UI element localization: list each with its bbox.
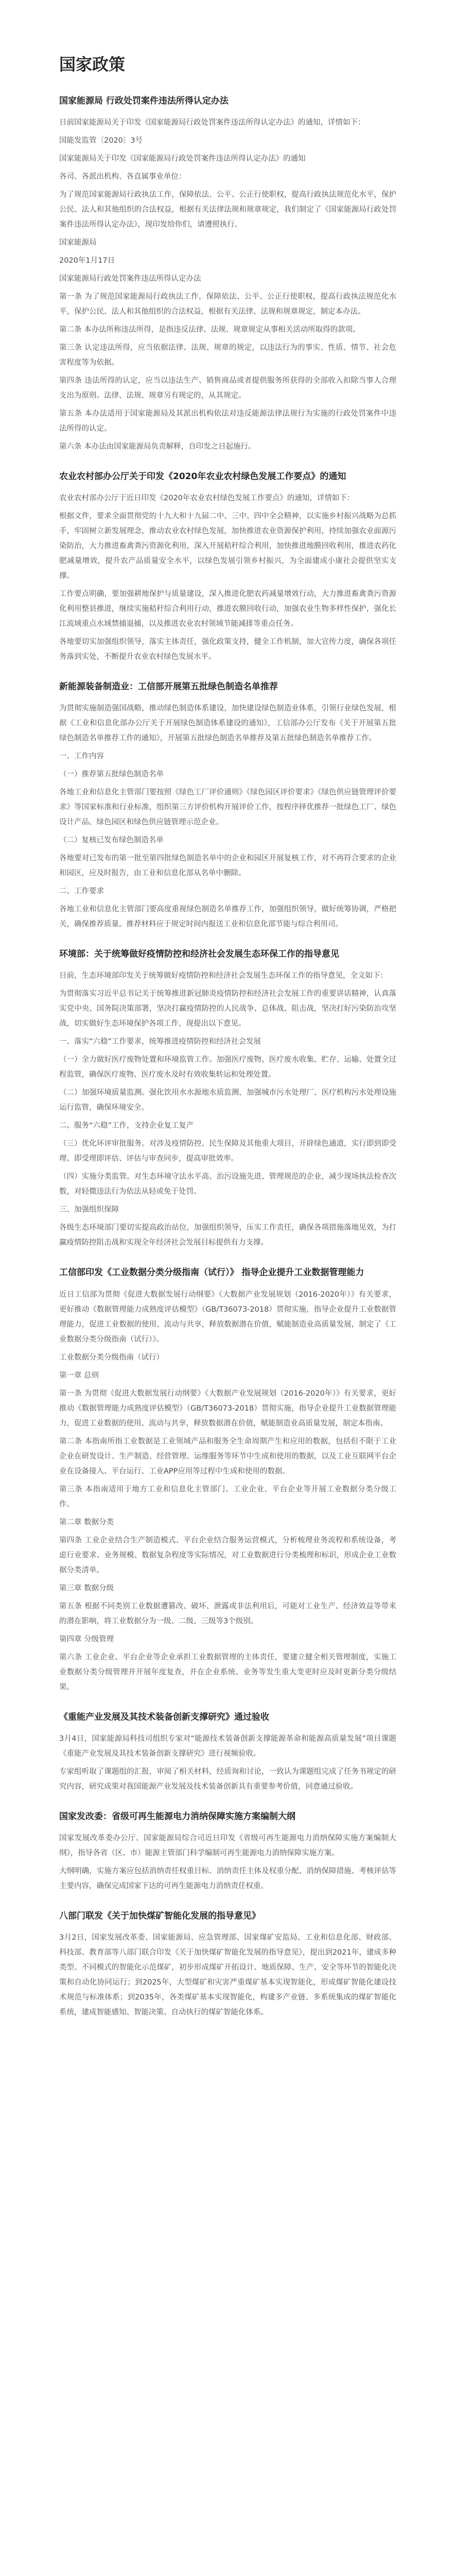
- section-paragraph: 第二章 数据分类: [59, 1518, 114, 1527]
- section-paragraph: 各地工业和信息化主管部门要按照《绿色工厂评价通则》《绿色园区评价要求》《绿色供应链管理评价要求》等国家标准和行业标准，组织第三方评价机构开展评价工作，按程序择优推荐一批绿色工厂、绿色设计产品、绿色园区和绿色供应链管理示范企业。: [59, 788, 396, 827]
- section-title: 农业农村部办公厅关于印发《2020年农业农村绿色发展工作要点》的通知: [59, 471, 346, 482]
- section-paragraph: 大纲明确，实施方案应包括消纳责任权重目标、消纳责任主体及权重分配、消纳保障措施、考核评估等主要内容，确保完成国家下达的可再生能源电力消纳责任权重。: [59, 1867, 396, 1890]
- policy-section: [59, 947, 396, 1250]
- section-paragraph: 国家能源局: [59, 238, 97, 247]
- section-paragraph: 第四条 违法所得的认定，应当以违法生产、销售商品或者提供服务所获得的全部收入扣除当事人合理支出为原则。法律、法规、规章另有规定的，从其规定。: [59, 376, 396, 400]
- section-paragraph: 二、工作要求: [59, 887, 104, 896]
- policy-section: [59, 1909, 396, 2020]
- section-paragraph: 第一章 总则: [59, 1371, 99, 1380]
- section-paragraph: 第四章 分级管理: [59, 1635, 114, 1643]
- section-paragraph: 根据文件，要求全面贯彻党的十九大和十九届二中、三中、四中全会精神，以实施乡村振兴战略为总抓手，牢固树立新发展理念，推动农业农村绿色发展，加快推进农业资源保护利用，持续加强农业面源污染防治，大力推进畜禽粪污资源化利用，深入开展秸秆综合利用，加快推进地膜回收利用，推进农药化肥减量增效，提升农产品质量安全水平，以绿色发展引领乡村振兴，为全面建成小康社会提供坚实支撑。: [59, 512, 396, 580]
- section-paragraph: 近日工信部为贯彻《促进大数据发展行动纲要》《大数据产业发展规划（2016-2020年）》有关要求，更好推动《数据管理能力成熟度评估模型》（GB/T36073-2018）贯彻实施，指导企业提升工业数据管理能力，促进工业数据的使用、流动与共享，释放数据潜在价值，赋能制造业高质量发展，制定了《工业数据分类分级指南（试行）》。: [59, 1290, 396, 1344]
- section-title: 国家能源局 行政处罚案件违法所得认定办法: [59, 95, 229, 106]
- section-paragraph: 各地要对已发布的第一批至第四批绿色制造名单中的企业和园区开展复核工作，对不再符合要求的企业和园区，应及时报告，由工业和信息化部从名单中删除。: [59, 854, 396, 878]
- section-paragraph: 第二条 本指南所指工业数据是工业领域产品和服务全生命周期产生和应用的数据，包括但不限于工业企业在研发设计、生产制造、经营管理、运维服务等环节中生成和使用的数据，以及工业互联网平台企业在设备接入、平台运行、工业APP应用等过程中生成和使用的数据。: [59, 1437, 396, 1476]
- section-paragraph: 一、工作内容: [59, 752, 104, 761]
- section-paragraph: 各地要切实加强组织领导，落实主体责任，强化政策支持，健全工作机制，加大宣传力度，确保各项任务落到实处，不断提升农业农村绿色发展水平。: [59, 637, 396, 661]
- section-paragraph: （三）优化环评审批服务。对涉及疫情防控、民生保障及其他重大项目，开辟绿色通道，实行即到即受理、即受理即评估、评估与审查同步，提高审批效率。: [59, 1140, 396, 1163]
- section-paragraph: 一、落实“六稳”工作要求，统筹推进疫情防控和经济社会发展: [59, 1038, 261, 1046]
- policy-section: [59, 1710, 396, 1794]
- page-title: 国家政策: [59, 55, 126, 74]
- section-paragraph: 三、加强组织保障: [59, 1206, 119, 1214]
- section-title: 工信部印发《工业数据分类分级指南（试行）》 指导企业提升工业数据管理能力: [59, 1267, 364, 1278]
- section-paragraph: 各司、各派出机构、各直属事业单位：: [59, 172, 186, 181]
- section-paragraph: （二）复核已发布绿色制造名单: [59, 836, 164, 845]
- section-paragraph: 农业农村部办公厅于近日印发《2020年农业农村绿色发展工作要点》的通知，详情如下：: [59, 494, 355, 502]
- policy-section: [59, 1266, 396, 1694]
- section-paragraph: 日前国家能源局关于印发《国家能源局行政处罚案件违法所得认定办法》的通知，详情如下：: [59, 118, 365, 127]
- section-title: 八部门联发《关于加快煤矿智能化发展的指导意见》: [59, 1910, 260, 1921]
- section-title: 《重能产业发展及其技术装备创新支撑研究》通过验收: [59, 1711, 269, 1722]
- section-paragraph: 各地工业和信息化主管部门要高度重视绿色制造名单推荐工作，加强组织领导，做好统筹协调，严格把关，确保推荐质量。推荐材料应于规定时间内报送工业和信息化部节能与综合利用司。: [59, 905, 396, 929]
- policy-section: [59, 680, 396, 932]
- article-content: [59, 54, 396, 2036]
- section-paragraph: 专家组听取了课题组的汇报，审阅了相关材料，经质询和讨论，一致认为课题组完成了任务书规定的研究内容，研究成果对我国能源产业发展及技术装备创新具有重要参考价值，同意通过验收。: [59, 1767, 396, 1791]
- section-paragraph: 3月4日，国家能源局科技司组织专家对“能源技术装备创新支撑能源革命和能源高质量发展”项目课题《重能产业发展及其技术装备创新支撑研究》进行视频验收。: [59, 1734, 396, 1758]
- policy-section: [59, 1810, 396, 1894]
- section-paragraph: 工业数据分类分级指南（试行）: [59, 1353, 164, 1362]
- section-paragraph: 2020年1月17日: [59, 256, 115, 265]
- section-paragraph: （一）推荐第五批绿色制造名单: [59, 770, 164, 779]
- section-paragraph: 工作要点明确，要加强耕地保护与质量建设，深入推进化肥农药减量增效行动，大力推进畜禽粪污资源化利用整县推进，继续实施秸秆综合利用行动，推进农膜回收行动，加强农业生物多样性保护，强化长江流域重点水域禁捕退捕，以及推进农业农村领域节能减排等重点任务。: [59, 589, 396, 628]
- section-paragraph: 为贯彻落实习近平总书记关于统筹推进新冠肺炎疫情防控和经济社会发展工作的重要讲话精神，认真落实党中央、国务院决策部署，坚决打赢疫情防控的人民战争、总体战、阻击战，坚决打好污染防治攻坚战，切实做好生态环境保护各项工作，现提出以下意见。: [59, 990, 396, 1028]
- section-paragraph: 为贯彻实施制造强国战略，推动绿色制造体系建设，加快建设绿色制造业体系，引领行业绿色发展，根据《工业和信息化部办公厅关于开展绿色制造体系建设的通知》，工信部办公厅发布《关于开展第五批绿色制造名单推荐工作的通知》，开展第五批绿色制造名单推荐及第五批绿色制造名单推荐工作。: [59, 704, 396, 743]
- section-paragraph: 第六条 工业企业、平台企业等企业承担工业数据管理的主体责任，要建立健全相关管理制度，实施工业数据分类分级管理并开展年度复查，并在企业系统、业务等发生重大变更时应及时更新分类分级结果。: [59, 1653, 396, 1691]
- section-paragraph: 第一条 为了规范国家能源局行政执法工作，保障依法、公平、公正行使职权，提高行政执法规范化水平，保护公民、法人和其他组织的合法权益，根据有关法律、法规和规章规定，制定本办法。: [59, 292, 396, 316]
- section-paragraph: （二）加强环境质量监测。强化饮用水水源地水质监测，加强城市污水处理厂、医疗机构污水处理设施运行监管，确保环境安全。: [59, 1089, 396, 1112]
- policy-section: [59, 94, 396, 454]
- section-paragraph: 第五条 根据不同类别工业数据遭篡改、破坏、泄露或非法利用后，可能对工业生产、经济效益等带来的潜在影响，将工业数据分为一级、二级、三级等3个级别。: [59, 1602, 396, 1625]
- section-paragraph: （一）全力做好医疗废物处置和环境监管工作。加强医疗废物、医疗废水收集、贮存、运输、处置全过程监管，确保医疗废物、医疗废水及时有效收集转运和处理处置。: [59, 1056, 396, 1079]
- policy-section: [59, 470, 396, 665]
- section-paragraph: 国家能源局关于印发《国家能源局行政处罚案件违法所得认定办法》的通知: [59, 154, 306, 163]
- section-paragraph: 第六条 本办法由国家能源局负责解释，自印发之日起施行。: [59, 442, 256, 451]
- section-paragraph: 第三章 数据分级: [59, 1584, 114, 1592]
- section-paragraph: 国家发展改革委办公厅、国家能源局综合司近日印发《省级可再生能源电力消纳保障实施方案编制大纲》，指导各省（区、市）能源主管部门科学编制可再生能源电力消纳保障实施方案。: [59, 1834, 396, 1857]
- section-paragraph: 第二条 本办法所称违法所得，是指违反法律、法规、规章规定从事相关活动所取得的款项。: [59, 325, 360, 334]
- section-paragraph: 3月2日，国家发展改革委、国家能源局、应急管理部、国家煤矿安监局、工业和信息化部、财政部、科技部、教育部等八部门联合印发《关于加快煤矿智能化发展的指导意见》，提出到2021年，建成多种类型、不同模式的智能化示范煤矿，初步形成煤矿开拓设计、地质保障、生产、安全等环节的智能化决策和自动化协同运行；到2025年，大型煤矿和灾害严重煤矿基本实现智能化，形成煤矿智能化建设技术规范与标准体系；到2035年，各类煤矿基本实现智能化，构建多产业链、多系统集成的煤矿智能化系统，建成智能感知、智能决策、自动执行的煤矿智能化体系。: [59, 1934, 396, 2017]
- section-paragraph: 第三条 本指南适用于地方工业和信息化主管部门、工业企业、平台企业等开展工业数据分类分级工作。: [59, 1485, 396, 1509]
- section-title: 环境部：关于统筹做好疫情防控和经济社会发展生态环保工作的指导意见: [59, 949, 339, 960]
- section-paragraph: （四）实施分类监管。对生态环境守法水平高、治污设施先进、管理规范的企业，减少现场执法检查次数，对轻微违法行为依法从轻或免于处罚。: [59, 1173, 396, 1196]
- section-title: 新能源装备制造业：工信部开展第五批绿色制造名单推荐: [59, 681, 278, 692]
- section-paragraph: 各级生态环境部门要切实提高政治站位，加强组织领导，压实工作责任，确保各项措施落地见效，为打赢疫情防控阻击战和实现全年经济社会发展目标提供有力支撑。: [59, 1224, 396, 1247]
- section-paragraph: 第三条 认定违法所得，应当依据法律、法规、规章的规定，以违法行为的事实、性质、情节、社会危害程度等为依据。: [59, 343, 396, 367]
- section-paragraph: 第四条 工业企业结合生产制造模式、平台企业结合服务运营模式，分析梳理业务流程和系统设备，考虑行业要求、业务规模、数据复杂程度等实际情况，对工业数据进行分类梳理和标识，形成企业工业数据分类清单。: [59, 1536, 396, 1574]
- section-paragraph: 第一条 为贯彻《促进大数据发展行动纲要》《大数据产业发展规划（2016-2020年）》有关要求，更好推动《数据管理能力成熟度评估模型》（GB/T36073-2018）贯彻实施，指导企业提升工业数据管理能力，促进工业数据的使用、流动与共享，释放数据潜在价值，赋能制造业高质量发展，制定本指南。: [59, 1389, 396, 1428]
- section-paragraph: 国家能源局行政处罚案件违法所得认定办法: [59, 274, 201, 283]
- section-paragraph: 二、服务“六稳”工作，支持企业复工复产: [59, 1122, 194, 1130]
- section-paragraph: 国能发监管〔2020〕3号: [59, 136, 143, 145]
- section-paragraph: 为了规范国家能源局行政执法工作，保障依法、公平、公正行使职权，提高行政执法规范化水平，保护公民、法人和其他组织的合法权益，根据有关法律法规和规章规定，我们制定了《国家能源局行政处罚案件违法所得认定办法》，现印发给你们，请遵照执行。: [59, 190, 396, 229]
- section-title: 国家发改委：省级可再生能源电力消纳保障实施方案编制大纲: [59, 1811, 295, 1822]
- section-paragraph: 日前，生态环境部印发关于统筹做好疫情防控和经济社会发展生态环保工作的指导意见，全文如下：: [59, 972, 388, 980]
- section-paragraph: 第五条 本办法适用于国家能源局及其派出机构依法对违反能源法律法规行为实施的行政处罚案件中违法所得的认定。: [59, 409, 396, 433]
